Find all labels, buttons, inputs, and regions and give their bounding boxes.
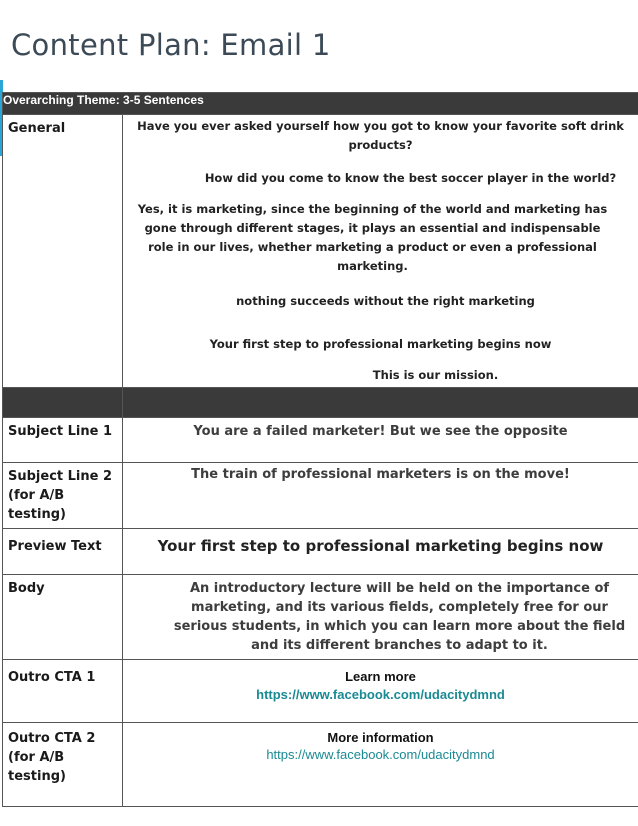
general-line-1: Have you ever asked yourself how you got to know your favorite soft drink products? xyxy=(137,119,624,152)
spacer-band-left xyxy=(3,388,123,418)
content-plan-table xyxy=(2,92,638,807)
outro-cta-1-title: Learn more xyxy=(345,669,416,684)
outro-cta-2-link[interactable]: https://www.facebook.com/udacitydmnd xyxy=(266,747,495,762)
outro-cta-2-label: Outro CTA 2 (for A/B testing) xyxy=(3,723,123,807)
theme-header-row xyxy=(3,93,638,115)
subject-line-2-label: Subject Line 2 (for A/B testing) xyxy=(3,463,123,529)
body-value: An introductory lecture will be held on the importance of marketing, and its various fields, completely free for our serious students, in which you can learn more about the field and its different branches to adapt to it. xyxy=(123,575,638,660)
outro-cta-2-content xyxy=(123,723,638,807)
outro-cta-1-label: Outro CTA 1 xyxy=(3,660,123,723)
outro-cta-1-row xyxy=(3,660,638,723)
general-content xyxy=(123,115,638,388)
subject-line-2-row xyxy=(3,463,638,529)
general-line-6: This is our mission. xyxy=(372,368,499,382)
general-line-5: Your first step to professional marketing begins now xyxy=(209,337,552,351)
spacer-band-right xyxy=(123,388,638,418)
outro-cta-1-link[interactable]: https://www.facebook.com/udacitydmnd xyxy=(256,687,505,702)
body-label: Body xyxy=(3,575,123,660)
preview-text-label: Preview Text xyxy=(3,529,123,575)
general-line-2: How did you come to know the best soccer player in the world? xyxy=(204,171,617,185)
body-row xyxy=(3,575,638,660)
theme-header: Overarching Theme: 3-5 Sentences xyxy=(3,93,638,115)
outro-cta-1-content xyxy=(123,660,638,723)
spacer-band-row xyxy=(3,388,638,418)
general-label: General xyxy=(3,115,123,388)
outro-cta-2-row xyxy=(3,723,638,807)
general-line-3: Yes, it is marketing, since the beginning of the world and marketing has gone through different stages, it plays an essential and indispensable role in our lives, whether marketing a product or even a professional marketing. xyxy=(137,202,608,273)
preview-text-value: Your first step to professional marketing begins now xyxy=(123,529,638,575)
subject-line-2-value: The train of professional marketers is on the move! xyxy=(123,463,638,529)
outro-cta-2-title: More information xyxy=(327,730,434,745)
subject-line-1-value: You are a failed marketer! But we see the opposite xyxy=(123,418,638,463)
subject-line-1-row xyxy=(3,418,638,463)
general-line-4: nothing succeeds without the right marketing xyxy=(236,294,535,308)
subject-line-1-label: Subject Line 1 xyxy=(3,418,123,463)
general-row xyxy=(3,115,638,388)
page-title: Content Plan: Email 1 xyxy=(11,28,331,62)
preview-text-row xyxy=(3,529,638,575)
